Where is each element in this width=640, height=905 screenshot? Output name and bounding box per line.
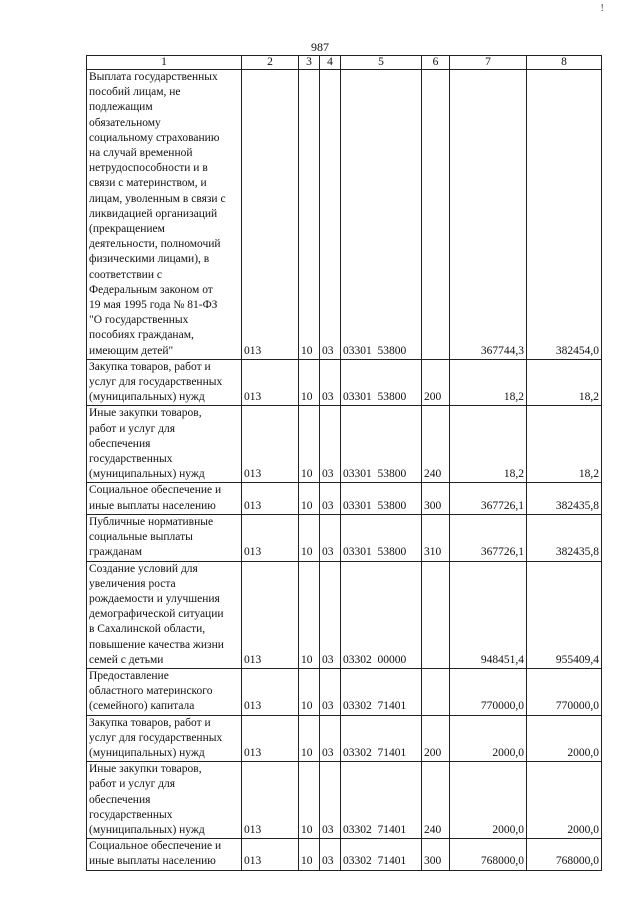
- row-amount-col8: 770000,0: [527, 668, 602, 715]
- row-admin-code: 013: [242, 561, 299, 668]
- row-expense-type: 300: [422, 839, 450, 870]
- row-subsection: 03: [320, 715, 341, 762]
- row-expense-type: [422, 561, 450, 668]
- row-target-article: 03301 53800: [341, 359, 422, 406]
- row-admin-code: 013: [242, 359, 299, 406]
- row-amount-col7: 2000,0: [450, 715, 527, 762]
- row-expense-type: [422, 668, 450, 715]
- col-header: 2: [242, 56, 299, 70]
- table-row: [87, 514, 602, 561]
- row-amount-col7: 18,2: [450, 359, 527, 406]
- row-name: Публичные нормативные социальные выплаты гражданам: [87, 514, 242, 561]
- col-header: 1: [87, 56, 242, 70]
- row-subsection: 03: [320, 668, 341, 715]
- row-target-article: 03301 53800: [341, 406, 422, 483]
- col-header: 5: [341, 56, 422, 70]
- row-amount-col7: 367726,1: [450, 483, 527, 514]
- row-expense-type: 240: [422, 406, 450, 483]
- row-subsection: 03: [320, 359, 341, 406]
- row-amount-col7: 2000,0: [450, 762, 527, 839]
- row-amount-col8: 382435,8: [527, 514, 602, 561]
- col-header: 3: [299, 56, 320, 70]
- row-subsection: 03: [320, 70, 341, 360]
- row-expense-type: 240: [422, 762, 450, 839]
- row-amount-col8: 18,2: [527, 406, 602, 483]
- table-row: [87, 70, 602, 360]
- row-subsection: 03: [320, 514, 341, 561]
- row-name: Иные закупки товаров, работ и услуг для обеспечения государственных (муниципальных) нужд: [87, 406, 242, 483]
- row-section: 10: [299, 70, 320, 360]
- row-amount-col7: 18,2: [450, 406, 527, 483]
- row-amount-col7: 367744,3: [450, 70, 527, 360]
- header-row: [87, 56, 602, 70]
- budget-table: [86, 55, 602, 871]
- row-amount-col8: 955409,4: [527, 561, 602, 668]
- row-target-article: 03302 71401: [341, 762, 422, 839]
- row-amount-col8: 768000,0: [527, 839, 602, 870]
- row-name: Социальное обеспечение и иные выплаты населению: [87, 839, 242, 870]
- row-admin-code: 013: [242, 839, 299, 870]
- row-name: Социальное обеспечение и иные выплаты населению: [87, 483, 242, 514]
- col-header: 7: [450, 56, 527, 70]
- row-name: Создание условий для увеличения роста рождаемости и улучшения демографической ситуации в Сахалинской области, повышение качества жизни семей с детьми: [87, 561, 242, 668]
- row-expense-type: 200: [422, 359, 450, 406]
- row-target-article: 03302 71401: [341, 715, 422, 762]
- row-name: Закупка товаров, работ и услуг для государственных (муниципальных) нужд: [87, 715, 242, 762]
- row-subsection: 03: [320, 561, 341, 668]
- table-row: [87, 715, 602, 762]
- row-subsection: 03: [320, 406, 341, 483]
- row-admin-code: 013: [242, 483, 299, 514]
- row-section: 10: [299, 514, 320, 561]
- row-amount-col7: 768000,0: [450, 839, 527, 870]
- table-row: [87, 483, 602, 514]
- row-name: Предоставление областного материнского (семейного) капитала: [87, 668, 242, 715]
- row-admin-code: 013: [242, 70, 299, 360]
- row-amount-col8: 18,2: [527, 359, 602, 406]
- table-row: [87, 406, 602, 483]
- row-admin-code: 013: [242, 715, 299, 762]
- row-target-article: 03302 00000: [341, 561, 422, 668]
- table-row: [87, 762, 602, 839]
- row-amount-col8: 2000,0: [527, 715, 602, 762]
- row-expense-type: 310: [422, 514, 450, 561]
- table-row: [87, 561, 602, 668]
- row-target-article: 03302 71401: [341, 839, 422, 870]
- row-target-article: 03301 53800: [341, 70, 422, 360]
- row-amount-col8: 2000,0: [527, 762, 602, 839]
- table-row: [87, 668, 602, 715]
- row-name: Закупка товаров, работ и услуг для государственных (муниципальных) нужд: [87, 359, 242, 406]
- row-admin-code: 013: [242, 668, 299, 715]
- page-number: 987: [311, 40, 329, 54]
- row-section: 10: [299, 715, 320, 762]
- row-subsection: 03: [320, 483, 341, 514]
- row-section: 10: [299, 668, 320, 715]
- col-header: 8: [527, 56, 602, 70]
- row-name: Иные закупки товаров, работ и услуг для обеспечения государственных (муниципальных) нужд: [87, 762, 242, 839]
- row-section: 10: [299, 406, 320, 483]
- col-header: 6: [422, 56, 450, 70]
- row-target-article: 03302 71401: [341, 668, 422, 715]
- row-section: 10: [299, 359, 320, 406]
- row-section: 10: [299, 839, 320, 870]
- row-section: 10: [299, 561, 320, 668]
- table-row: [87, 359, 602, 406]
- row-amount-col8: 382435,8: [527, 483, 602, 514]
- row-target-article: 03301 53800: [341, 483, 422, 514]
- row-amount-col7: 948451,4: [450, 561, 527, 668]
- row-amount-col7: 770000,0: [450, 668, 527, 715]
- row-section: 10: [299, 762, 320, 839]
- row-expense-type: 200: [422, 715, 450, 762]
- row-name: Выплата государственных пособий лицам, не подлежащим обязательному социальному страхованию на случай временной нетрудоспособности и в связи с материнством, и лицам, уволенным в связи с ликвидацией организаций (прекращением деятельности, полномочий физическими лицами), в соответствии с Федеральным законом от 19 мая 1995 года № 81-ФЗ "О государственных пособиях гражданам, имеющим детей": [87, 70, 242, 360]
- table-row: [87, 839, 602, 870]
- row-section: 10: [299, 483, 320, 514]
- row-target-article: 03301 53800: [341, 514, 422, 561]
- row-expense-type: [422, 70, 450, 360]
- corner-mark: !: [600, 2, 604, 14]
- row-amount-col8: 382454,0: [527, 70, 602, 360]
- col-header: 4: [320, 56, 341, 70]
- row-expense-type: 300: [422, 483, 450, 514]
- row-admin-code: 013: [242, 762, 299, 839]
- row-admin-code: 013: [242, 514, 299, 561]
- row-admin-code: 013: [242, 406, 299, 483]
- row-subsection: 03: [320, 839, 341, 870]
- row-amount-col7: 367726,1: [450, 514, 527, 561]
- row-subsection: 03: [320, 762, 341, 839]
